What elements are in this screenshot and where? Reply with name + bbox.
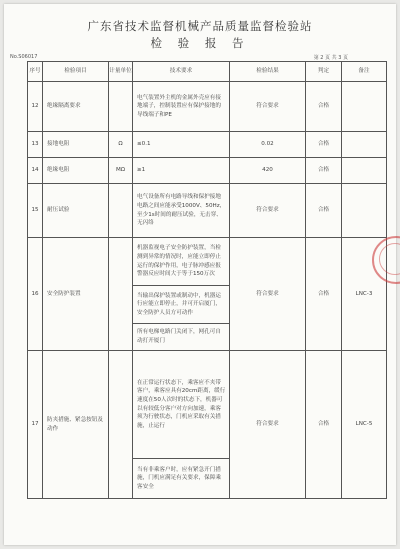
- report-title: 检 验 报 告: [150, 36, 250, 50]
- row-item: 接地电阻: [43, 132, 109, 158]
- col-item-header: 检验项目: [43, 62, 109, 82]
- row-no: 13: [28, 132, 43, 158]
- report-number: No.S06017: [10, 54, 38, 60]
- row-no: 14: [28, 158, 43, 184]
- row-result: 420: [230, 158, 306, 184]
- row-remark: [342, 158, 387, 184]
- row-requirement: 所有电梯电路门关闭下，网孔可自动打开厦门: [133, 324, 230, 351]
- col-remark-header: 备注: [342, 62, 387, 82]
- row-remark: LNC-5: [342, 351, 387, 499]
- row-requirement: 机器监视电子安全防护装置，当检测到异常的情况时，应能立即停止运行的保护作用，电子脉冲感应报警器反应时间大于等于150万次: [133, 238, 230, 286]
- col-unit-header: 计量单位: [109, 62, 133, 82]
- row-judgement: 合格: [306, 132, 342, 158]
- row-requirement: ≤0.1: [133, 132, 230, 158]
- row-unit: [109, 238, 133, 351]
- report-page: [4, 4, 396, 545]
- row-item: 安全防护装置: [43, 238, 109, 351]
- institution-title: 广东省技术监督机械产品质量监督检验站: [87, 19, 313, 33]
- row-unit: [109, 184, 133, 238]
- row-result: 符合要求: [230, 82, 306, 132]
- row-remark: [342, 184, 387, 238]
- row-result: 0.02: [230, 132, 306, 158]
- table-row: [28, 158, 387, 184]
- col-no-header: 序号: [28, 62, 43, 82]
- row-no: 16: [28, 238, 43, 351]
- row-requirement: 在正常运行状态下，乘客应不夹带客户，乘客应具有20cm距离，缓行速度在50人次时的状态下，机器可以有较低分客户对方向加速，乘客须为行驶状态，门机应采取有关措施，止运行: [133, 351, 230, 459]
- table-row: [28, 184, 387, 238]
- row-judgement: 合格: [306, 184, 342, 238]
- row-unit: [109, 82, 133, 132]
- col-result-header: 检验结果: [230, 62, 306, 82]
- row-result: 符合要求: [230, 238, 306, 351]
- row-result: 符合要求: [230, 184, 306, 238]
- page-info: 第 2 页 共 3 页: [313, 55, 348, 61]
- row-judgement: 合格: [306, 351, 342, 499]
- table-row: [28, 82, 387, 132]
- row-remark: [342, 82, 387, 132]
- row-item: 耐压试验: [43, 184, 109, 238]
- seal-inner-ring: [379, 243, 400, 275]
- row-unit: MΩ: [109, 158, 133, 184]
- row-unit: Ω: [109, 132, 133, 158]
- table-row: [28, 351, 387, 459]
- row-requirement: 电气装置外主机的金属外壳应有接地端子，控制装置应有保护接地的导线端子和PE: [133, 82, 230, 132]
- row-requirement: 电气设备所有电路导线和保护接地电路之间应能承受1000V、50Hz，至少1s时间的耐压试验，无击穿、无闪络: [133, 184, 230, 238]
- row-unit: [109, 351, 133, 499]
- col-judge-header: 判定: [306, 62, 342, 82]
- row-requirement: 当有非乘客户时，应有紧急开门措施，门机应满足有关要求，保障乘客安全: [133, 459, 230, 499]
- col-req-header: 技术要求: [133, 62, 230, 82]
- table-row: [28, 132, 387, 158]
- row-requirement: 当输出保护装置或制动中，机器运行应能立即停止，并可开启厦门，安全防护人员方可动作: [133, 286, 230, 324]
- row-no: 15: [28, 184, 43, 238]
- inspection-table: [27, 61, 387, 499]
- row-item: 防夹措施、紧急按钮及动作: [43, 351, 109, 499]
- row-remark: [342, 132, 387, 158]
- row-requirement: ≥1: [133, 158, 230, 184]
- table-row: [28, 238, 387, 286]
- row-judgement: 合格: [306, 158, 342, 184]
- row-judgement: 合格: [306, 238, 342, 351]
- row-judgement: 合格: [306, 82, 342, 132]
- row-remark: LNC-3: [342, 238, 387, 351]
- row-item: 绝缘隔离要求: [43, 82, 109, 132]
- row-no: 12: [28, 82, 43, 132]
- row-no: 17: [28, 351, 43, 499]
- table-header-row: [28, 62, 387, 82]
- row-item: 绝缘电阻: [43, 158, 109, 184]
- row-result: 符合要求: [230, 351, 306, 499]
